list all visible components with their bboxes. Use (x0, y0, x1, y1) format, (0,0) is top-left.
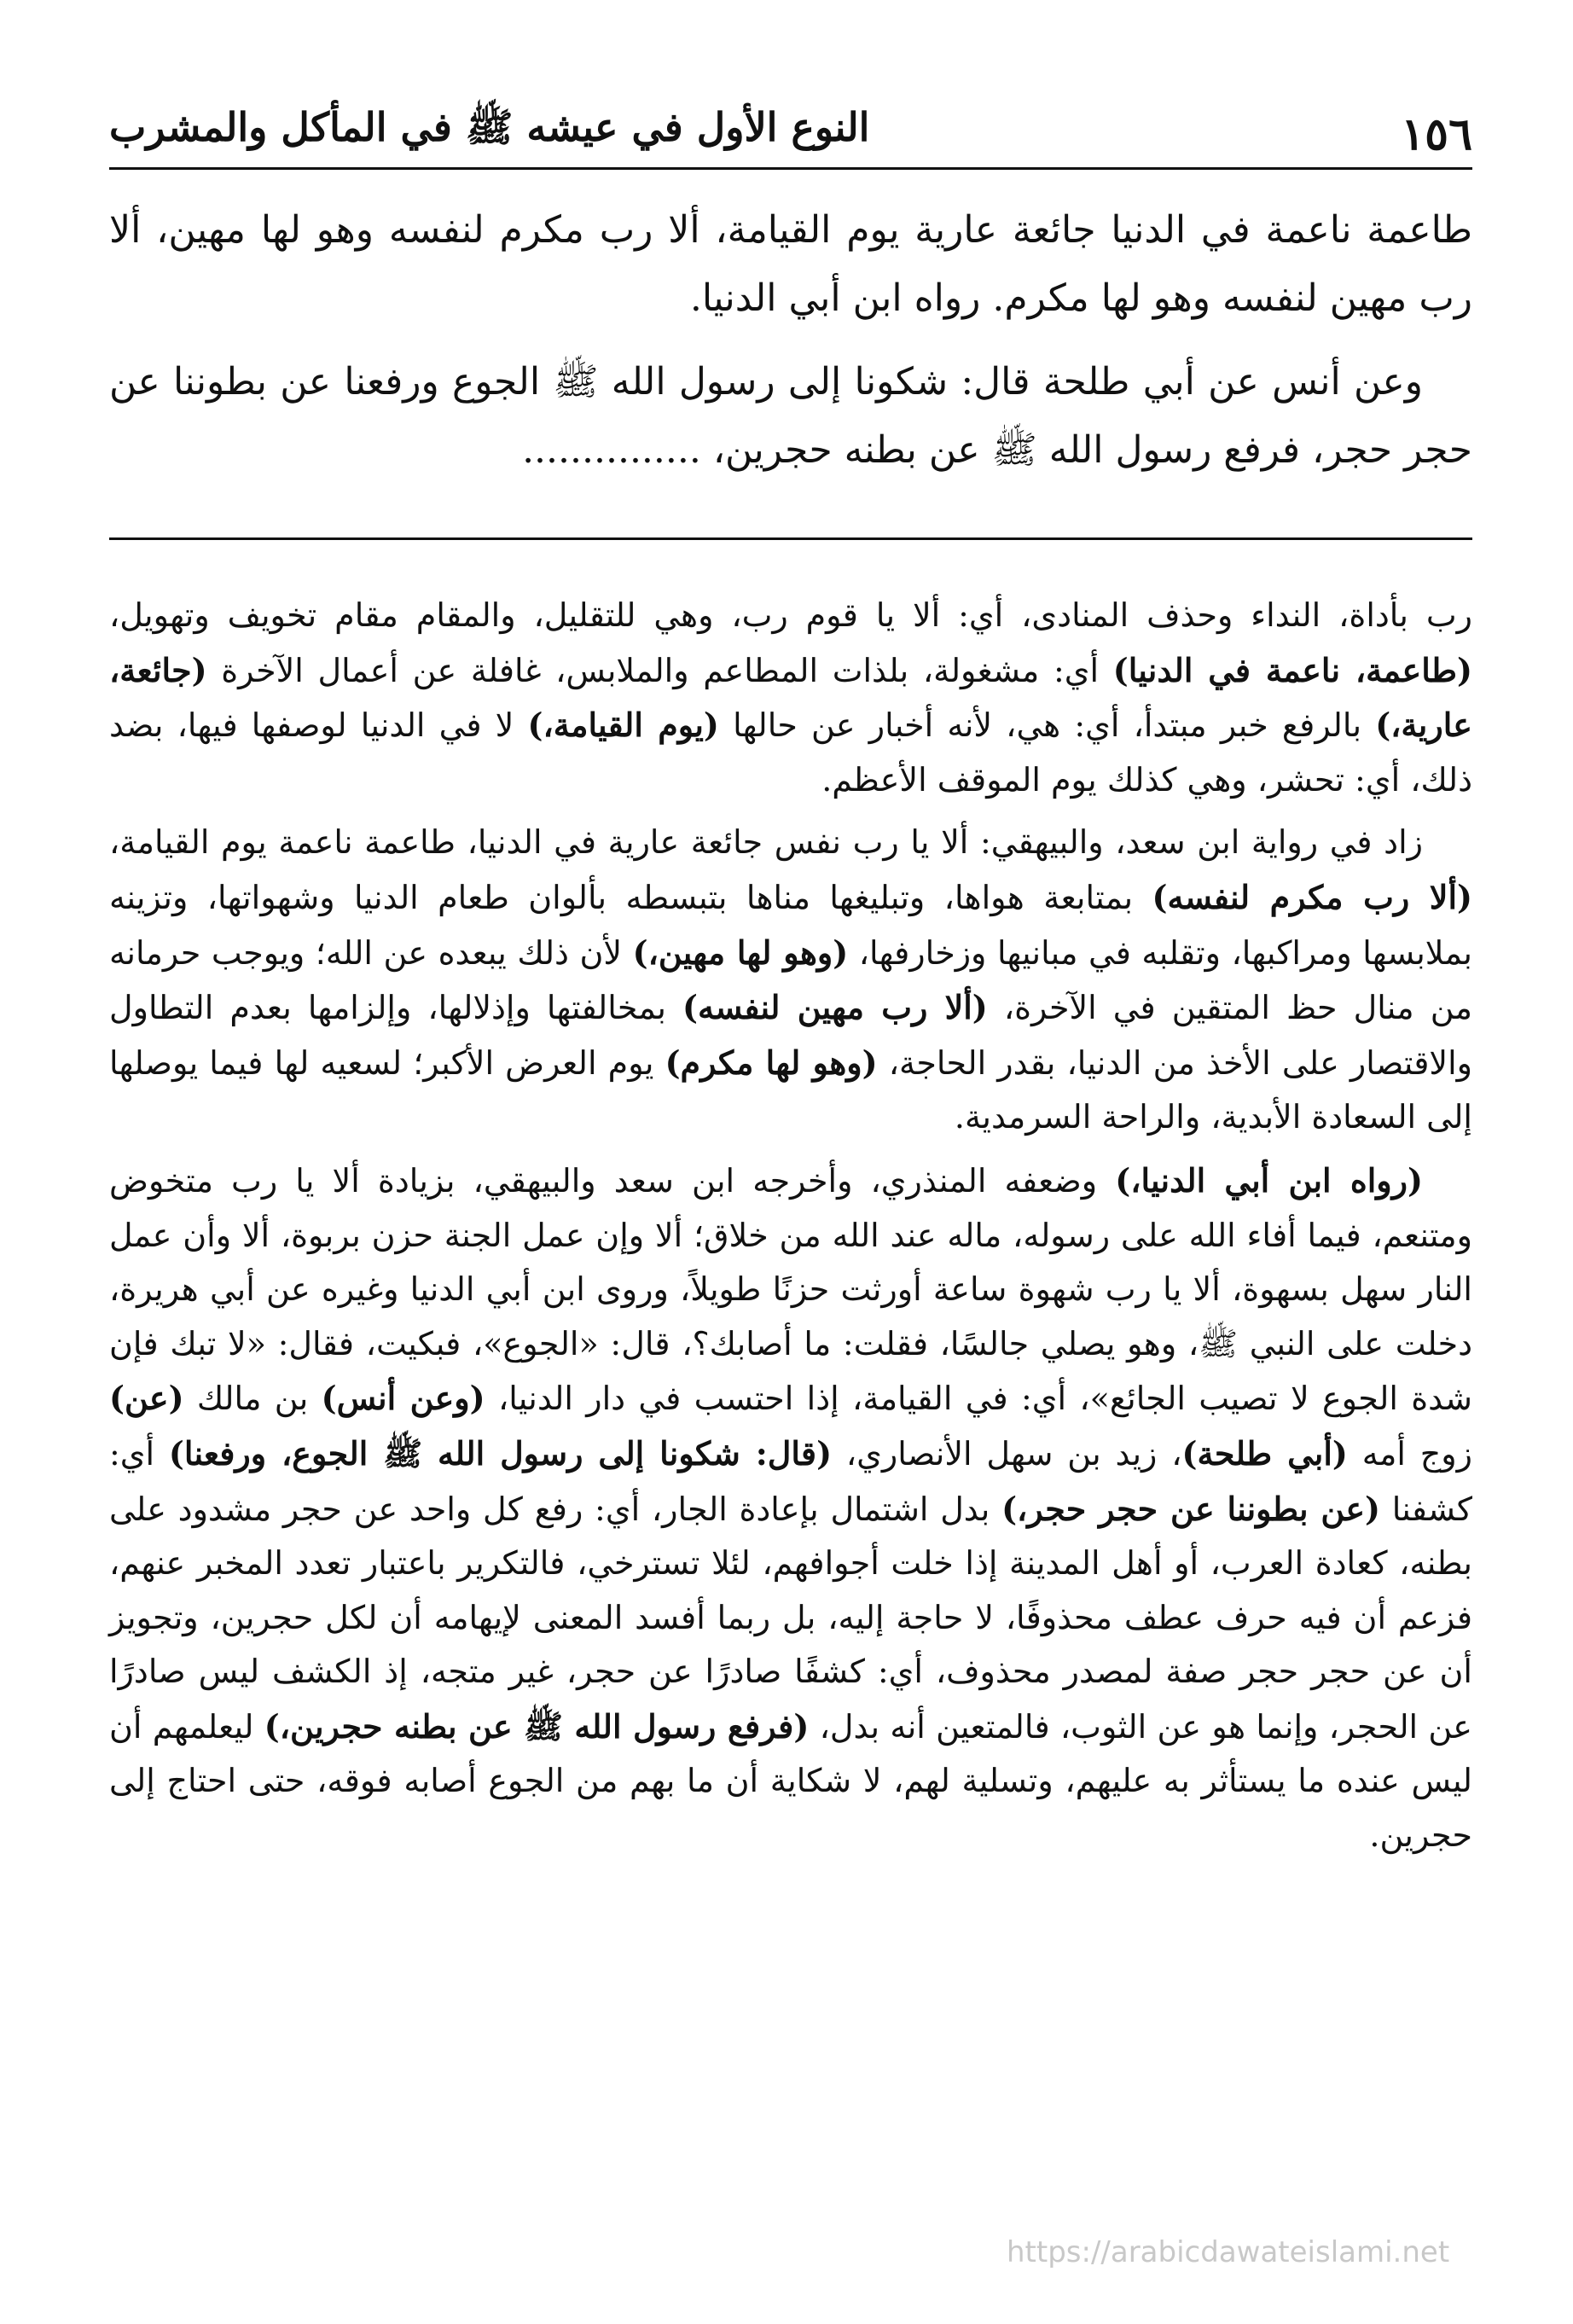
bold-quote-segment: (وعن أنس) (321, 1379, 485, 1418)
bold-quote-segment: (جائعة، عارية،) (109, 650, 1472, 745)
bold-quote-segment: (يوم القيامة،) (527, 706, 719, 745)
bold-quote-segment: (عن) (109, 1379, 184, 1418)
commentary-segment: بالرفع خبر مبتدأ، أي: هي، لأنه أخبار عن حالها (718, 706, 1376, 745)
bold-quote-segment: (رواه ابن أبي الدنيا،) (1115, 1160, 1423, 1200)
commentary-segment: زوج أمه (1347, 1434, 1472, 1473)
hadith-paragraph-2-text: وعن أنس عن أبي طلحة قال: شكونا إلى رسول الله ﷺ الجوع ورفعنا عن بطوننا عن حجر حجر، فرفع رسول الله ﷺ عن بطنه حجرين، (109, 360, 1472, 472)
bold-quote-segment: (أبي طلحة) (1181, 1433, 1348, 1473)
hadith-paragraph-1: طاعمة ناعمة في الدنيا جائعة عارية يوم القيامة، ألا رب مكرم لنفسه وهو لها مهين، ألا رب مهين لنفسه وهو لها مكرم. رواه ابن أبي الدنيا. (109, 208, 1472, 320)
commentary-segment: يوم العرض الأكبر؛ لسعيه لها فيما يوصلها إلى السعادة الأبدية، والراحة السرمدية. (109, 1043, 1472, 1136)
commentary-text (109, 589, 1472, 1872)
bold-quote-segment: (وهو لها مكرم) (665, 1043, 878, 1082)
bold-quote-segment: (وهو لها مهين،) (632, 933, 849, 972)
bold-quote-segment: (فرفع رسول الله ﷺ عن بطنه حجرين،) (264, 1706, 810, 1746)
commentary-segment: بدل اشتمال بإعادة الجار، أي: رفع كل واحد عن حجر مشدود على بطنه، كعادة العرب، أو أهل المدينة إذا خلت أجوافهم، لئلا تسترخي، فالتكرير باعتبار تعدد المخبر عنهم، فزعم أن فيه حرف عطف محذوفًا، لا حاجة إليه، بل ربما أفسد المعنى لإيهامه أن لكل حجرين، وتجويز أن عن حجر حجر صفة لمصدر محذوف، أي: كشفًا صادرًا عن حجر، غير متجه، إذ الكشف ليس صادرًا عن الحجر، وإنما هو عن الثوب، فالمتعين أنه بدل، (109, 1490, 1472, 1746)
commentary-segment: بن مالك (183, 1380, 322, 1418)
commentary-segment: رب بأداة، النداء وحذف المنادى، أي: ألا يا قوم رب، وهي للتقليل، والمقام مقام تخويف وتهويل، (109, 596, 1472, 634)
commentary-segment: بمخالفتها وإذلالها، وإلزامها بعدم التطاول والاقتصار على الأخذ من الدنيا، بقدر الحاجة، (109, 989, 1472, 1082)
commentary-paragraph-2 (109, 816, 1472, 1145)
commentary-paragraph-3 (109, 1153, 1472, 1863)
bold-quote-segment: (ألا رب مهين لنفسه) (682, 988, 988, 1027)
hadith-text (109, 196, 1472, 500)
commentary-segment: أي: كشفنا (109, 1434, 1472, 1528)
commentary-segment: بمتابعة هواها، وتبليغها مناها بتبسطه بألوان طعام الدنيا وشهواتها، وتزينه بملابسها ومراكبها، وتقلبه في مبانيها وزخارفها، (109, 878, 1472, 972)
commentary-segment: لا في الدنيا لوصفها فيها، بضد ذلك، أي: تحشر، وهي كذلك يوم الموقف الأعظم. (109, 706, 1472, 799)
bold-quote-segment: (عن بطوننا عن حجر حجر،) (1001, 1489, 1380, 1528)
watermark-url: https://arabicdawateislami.net (1007, 2235, 1450, 2269)
commentary-segment: وضعفه المنذري، وأخرجه ابن سعد والبيهقي، بزيادة ألا يا رب متخوض ومتنعم، فيما أفاء الله على رسوله، ماله عند الله من خلاق؛ ألا وإن عمل الجنة حزن بربوة، ألا وأن عمل النار سهل بسهوة، ألا يا رب شهوة ساعة أورثت حزنًا طويلاً، وروى ابن أبي الدنيا وغيره عن أبي هريرة، دخلت على النبي ﷺ، وهو يصلي جالسًا، فقلت: ما أصابك؟، قال: «الجوع»، فبكيت، فقال: «لا تبك فإن شدة الجوع لا تصيب الجائع»، أي: في القيامة، إذا احتسب في دار الدنيا، (109, 1161, 1472, 1418)
commentary-paragraph-1 (109, 589, 1472, 807)
bold-quote-segment: (طاعمة، ناعمة في الدنيا) (1112, 650, 1472, 689)
commentary-segment: ، زيد بن سهل الأنصاري، (832, 1434, 1182, 1473)
bold-quote-segment: (ألا رب مكرم لنفسه) (1152, 877, 1472, 916)
page-number: ١٥٦ (1401, 108, 1472, 160)
commentary-segment: ليعلمهم أن ليس عنده ما يستأثر به عليهم، وتسلية لهم، لا شكاية أن ما بهم من الجوع أصابه فوقه، حتى احتاج إلى حجرين. (109, 1707, 1472, 1855)
running-header (109, 92, 1472, 170)
section-divider (109, 537, 1472, 540)
commentary-segment: أي: مشغولة، بلذات المطاعم والملابس، غافلة عن أعمال الآخرة (206, 651, 1113, 689)
commentary-segment: لأن ذلك يبعده عن الله؛ ويوجب حرمانه من منال حظ المتقين في الآخرة، (109, 933, 1472, 1027)
bold-quote-segment: (قال: شكونا إلى رسول الله ﷺ الجوع، ورفعنا) (168, 1433, 833, 1473)
continuation-dots: ............... (522, 428, 701, 472)
hadith-paragraph-2 (109, 348, 1472, 485)
chapter-title: النوع الأول في عيشه ﷺ في المأكل والمشرب (109, 104, 870, 150)
commentary-segment: زاد في رواية ابن سعد، والبيهقي: ألا يا رب نفس جائعة عارية في الدنيا، طاعمة ناعمة يوم القيامة، (109, 823, 1423, 862)
